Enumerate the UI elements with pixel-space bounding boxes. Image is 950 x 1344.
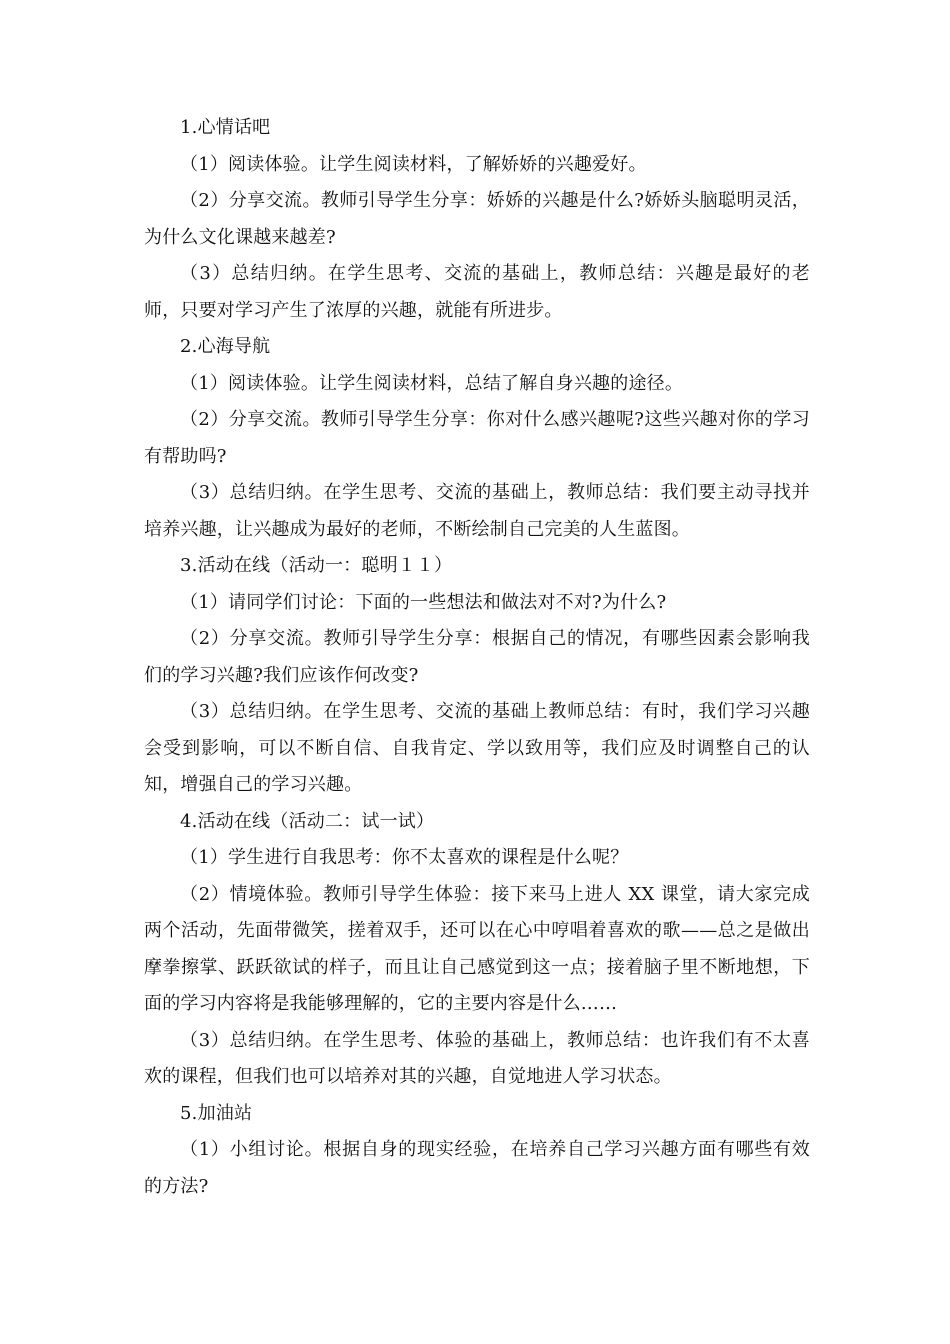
paragraph: （2）情境体验。教师引导学生体验：接下来马上进人 XX 课堂，请大家完成两个活动，先面带微笑，搓着双手，还可以在心中哼唱着喜欢的歌——总之是做出摩拳擦掌、跃跃欲试的样子，而且让自己感觉到这一点；接着脑子里不断地想，下面的学习内容将是我能够理解的，它的主要内容是什么…… [144,883,810,1014]
paragraph: （3）总结归纳。在学生思考、交流的基础上，教师总结：兴趣是最好的老师，只要对学习产生了浓厚的兴趣，就能有所进步。 [144,263,810,321]
section-heading: 4.活动在线（活动二：试一试） [180,810,435,832]
paragraph: （3）总结归纳。在学生思考、交流的基础上，教师总结：我们要主动寻找并培养兴趣，让兴趣成为最好的老师，不断绘制自己完美的人生蓝图。 [144,482,810,540]
paragraph: （1）阅读体验。让学生阅读材料，总结了解自身兴趣的途径。 [180,372,684,394]
section-heading: 3.活动在线（活动一：聪明１１） [180,555,453,576]
section-heading: 5.加油站 [180,1102,253,1124]
paragraph: （1）请同学们讨论：下面的一些想法和做法对不对?为什么? [180,591,667,613]
paragraph: （2）分享交流。教师引导学生分享：娇娇的兴趣是什么?娇娇头脑聪明灵活，为什么文化课越来越差? [144,190,810,248]
paragraph: （3）总结归纳。在学生思考、交流的基础上教师总结：有时，我们学习兴趣会受到影响，可以不断自信、自我肯定、学以致用等，我们应及时调整自己的认知，增强自己的学习兴趣。 [144,701,810,795]
paragraph: （1）阅读体验。让学生阅读材料，了解娇娇的兴趣爱好。 [180,153,647,175]
section-heading: 2.心海导航 [180,336,271,357]
paragraph: （2）分享交流。教师引导学生分享：你对什么感兴趣呢?这些兴趣对你的学习有帮助吗? [144,409,810,467]
section-heading: 1.心情话吧 [180,117,271,138]
paragraph: （1）学生进行自我思考：你不太喜欢的课程是什么呢？ [180,847,629,868]
document-body [144,110,810,1205]
paragraph: （2）分享交流。教师引导学生分享：根据自己的情况，有哪些因素会影响我们的学习兴趣?我们应该作何改变? [144,628,810,686]
paragraph: （1）小组讨论。根据自身的现实经验，在培养自己学习兴趣方面有哪些有效的方法? [144,1139,810,1197]
paragraph: （3）总结归纳。在学生思考、体验的基础上，教师总结：也许我们有不太喜欢的课程，但我们也可以培养对其的兴趣，自觉地进人学习状态。 [144,1029,810,1087]
